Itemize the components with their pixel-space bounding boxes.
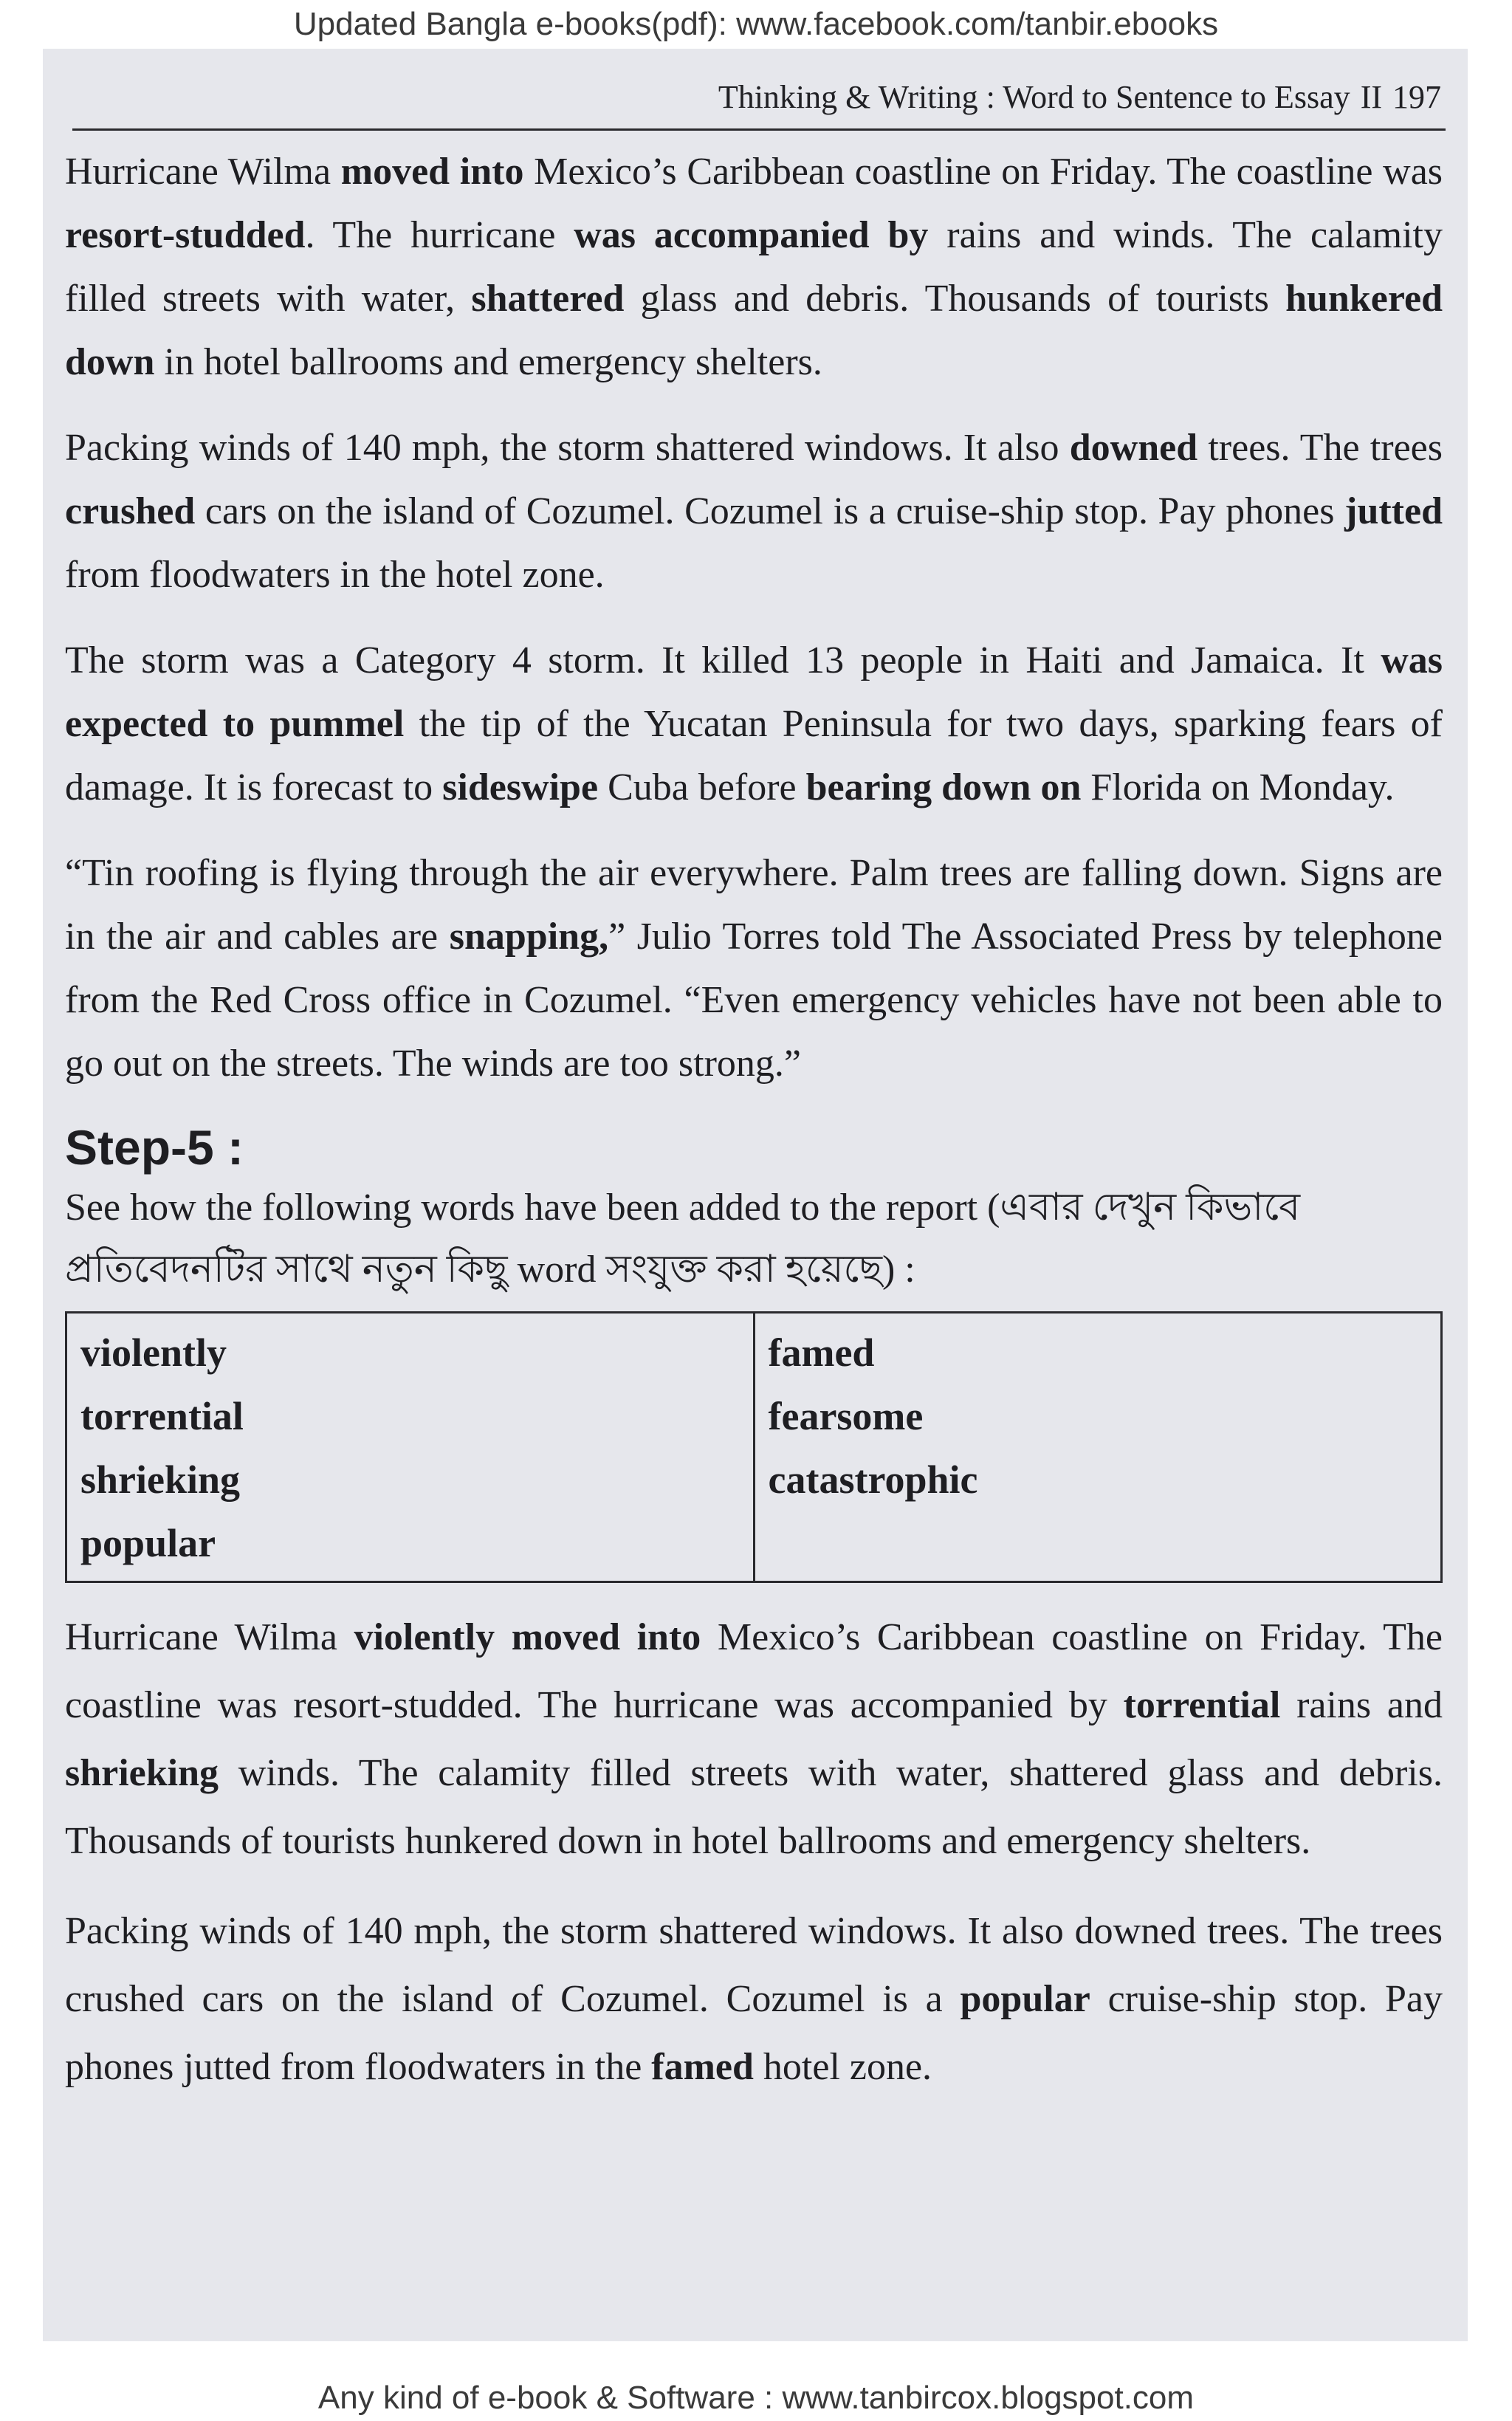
page-number: 197 (1392, 79, 1441, 115)
step-intro: See how the following words have been added to the report (এবার দেখুন কিভাবে প্রতিবেদনটির সাথে নতুন কিছু word সংযুক্ত করা হয়েছে) : (65, 1187, 1301, 1291)
running-head-separator: II (1360, 79, 1382, 115)
word-item: catastrophic (768, 1457, 978, 1502)
p4-bold-1: snapping, (449, 916, 609, 958)
p1-text-5: glass and debris. Thousands of tourists (624, 278, 1286, 320)
word-item: fearsome (768, 1394, 924, 1438)
p6-bold-1: popular (960, 1978, 1090, 2020)
p4-text-1: “Tin roofing is flying through the air everywhere. Palm trees are falling down. Signs are in the air and cables are (65, 852, 1443, 958)
running-head-title: Thinking & Writing : Word to Sentence to Essay (718, 79, 1350, 115)
p1-text-4: rains and winds. The calamity filled streets with water, (65, 214, 1443, 320)
p3-bold-3: bearing down on (805, 766, 1082, 808)
p3-bold-2: sideswipe (442, 766, 599, 808)
p6-text-2: cruise-ship stop. Pay phones jutted from floodwaters in the (65, 1978, 1443, 2088)
p2-text-3: cars on the island of Cozumel. Cozumel is a cruise-ship stop. Pay phones (195, 490, 1345, 532)
p5-bold-3: shrieking (65, 1752, 219, 1794)
p2-text-4: from floodwaters in the hotel zone. (65, 554, 605, 596)
p5-text-3: rains and (1280, 1684, 1443, 1726)
running-head (718, 78, 1441, 116)
p6-text-1: Packing winds of 140 mph, the storm shattered windows. It also downed trees. The trees crushed cars on the island of Cozumel. Cozumel is a (65, 1910, 1443, 2020)
paragraph-6 (65, 1898, 1443, 2101)
p1-bold-3: was accompanied by (574, 214, 929, 256)
p2-text-1: Packing winds of 140 mph, the storm shattered windows. It also (65, 427, 1070, 469)
p3-text-4: Florida on Monday. (1081, 766, 1395, 808)
step-heading: Step-5 : (65, 1120, 244, 1175)
p3-text-3: Cuba before (598, 766, 806, 808)
header-rule (72, 128, 1446, 131)
p5-bold-1: violently moved into (354, 1616, 701, 1658)
word-item: famed (768, 1330, 875, 1375)
p5-bold-2: torrential (1123, 1684, 1281, 1726)
word-item: torrential (80, 1394, 244, 1438)
p2-bold-3: jutted (1344, 490, 1443, 532)
paragraph-1 (65, 140, 1443, 394)
p1-text-2: Mexico’s Caribbean coastline on Friday. The coastline was (523, 151, 1443, 193)
word-table (65, 1311, 1443, 1583)
p6-text-3: hotel zone. (753, 2046, 932, 2088)
p3-text-1: The storm was a Category 4 storm. It killed 13 people in Haiti and Jamaica. It (65, 639, 1381, 681)
p1-bold-2: resort-studded (65, 214, 306, 256)
word-item: violently (80, 1330, 227, 1375)
paragraph-5 (65, 1604, 1443, 1875)
p6-bold-2: famed (651, 2046, 754, 2088)
word-item: popular (80, 1521, 216, 1565)
p1-bold-1: moved into (340, 151, 524, 193)
p5-text-2: Mexico’s Caribbean coastline on Friday. The coastline was resort-studded. The hurricane was accompanied by (65, 1616, 1443, 1726)
p4-text-2: ” Julio Torres told The Associated Press by telephone from the Red Cross office in Cozumel. “Even emergency vehicles have not been able to go out on the streets. The winds are too strong.” (65, 916, 1443, 1085)
revised-report (65, 1604, 1443, 2101)
word-item: shrieking (80, 1457, 241, 1502)
p1-bold-4: shattered (471, 278, 625, 320)
bottom-watermark: Any kind of e-book & Software : www.tanbircox.blogspot.com (317, 2380, 1195, 2416)
p5-text-4: winds. The calamity filled streets with water, shattered glass and debris. Thousands of tourists hunkered down in hotel ballrooms and emergency shelters. (65, 1752, 1443, 1862)
top-watermark: Updated Bangla e-books(pdf): www.facebook.com/tanbir.ebooks (293, 6, 1219, 42)
p3-text-2: the tip of the Yucatan Peninsula for two days, sparking fears of damage. It is forecast to (65, 703, 1443, 808)
p1-bold-5: hunkered down (65, 278, 1443, 383)
p1-text-6: in hotel ballrooms and emergency shelters. (154, 341, 822, 383)
p5-text-1: Hurricane Wilma (65, 1616, 354, 1658)
paragraph-4-quote (65, 842, 1443, 1096)
p1-text-3: . The hurricane (305, 214, 574, 256)
p2-text-2: trees. The trees (1197, 427, 1443, 469)
p1-text-1: Hurricane Wilma (65, 151, 341, 193)
word-column-right (754, 1313, 1442, 1582)
paragraph-2 (65, 416, 1443, 607)
p3-bold-1: was expected to pummel (65, 639, 1443, 745)
paragraph-3 (65, 629, 1443, 820)
page-content (65, 140, 1443, 2123)
word-column-left (66, 1313, 755, 1582)
p2-bold-1: downed (1069, 427, 1198, 469)
book-page (43, 49, 1468, 2341)
p2-bold-2: crushed (65, 490, 196, 532)
